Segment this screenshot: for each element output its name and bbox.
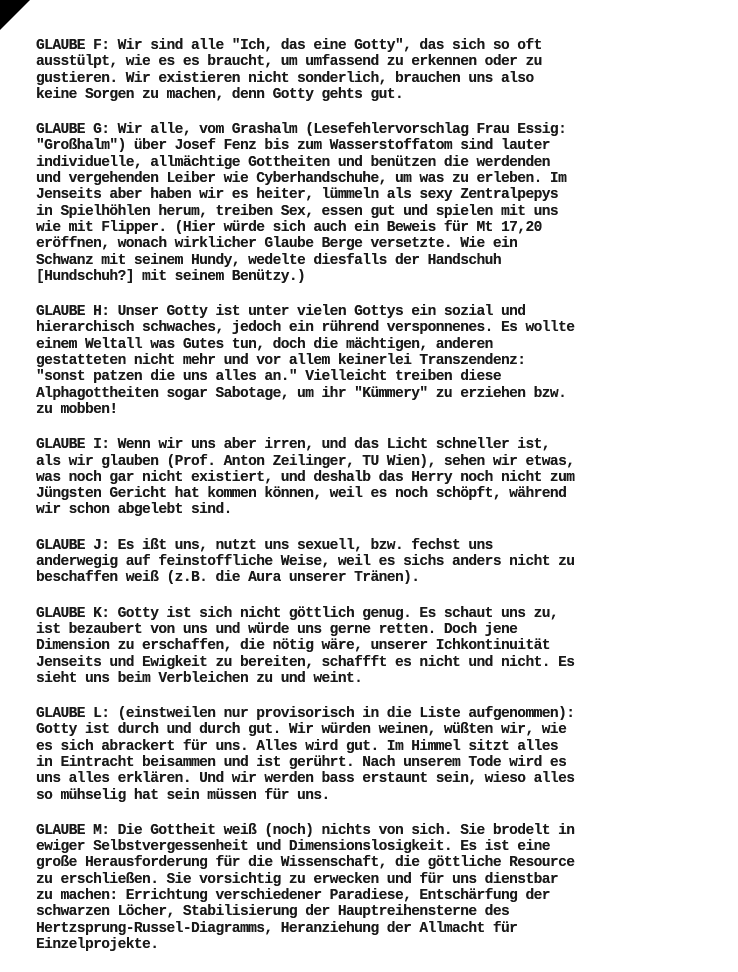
text-line: wir schon abgelebt sind.	[36, 502, 232, 519]
paragraph-glaube-f	[36, 38, 726, 103]
text-line: wie mit Flipper. (Hier würde sich auch ein Beweis für Mt 17,20	[36, 219, 542, 236]
text-line: große Herausforderung für die Wissenschaft, die göttliche Resource	[36, 855, 575, 872]
text-line: GLAUBE F: Wir sind alle "Ich, das eine Gotty", das sich so oft	[36, 38, 542, 54]
scan-corner-mark	[0, 0, 30, 30]
text-line: GLAUBE I: Wenn wir uns aber irren, und das Licht schneller ist,	[36, 437, 550, 454]
paragraph-glaube-j	[36, 538, 726, 587]
text-line: gestatteten nicht mehr und vor allem keinerlei Transzendenz:	[36, 353, 526, 370]
text-line: GLAUBE H: Unser Gotty ist unter vielen Gottys ein sozial und	[36, 304, 526, 321]
text-line: "Großhalm") über Josef Fenz bis zum Wasserstoffatom sind lauter	[36, 138, 550, 155]
text-line: GLAUBE G: Wir alle, vom Grashalm (Lesefehlervorschlag Frau Essig:	[36, 122, 567, 139]
text-line: es sich abrackert für uns. Alles wird gut. Im Himmel sitzt alles	[36, 738, 559, 755]
text-line: Hertzsprung-Russel-Diagramms, Heranziehung der Allmacht für	[36, 920, 518, 937]
text-line: so mühselig hat sein müssen für uns.	[36, 787, 330, 804]
text-line: GLAUBE M: Die Gottheit weiß (noch) nichts von sich. Sie brodelt in	[36, 822, 575, 839]
text-line: beschaffen weiß (z.B. die Aura unserer Tränen).	[36, 570, 420, 587]
typewritten-page	[36, 38, 726, 972]
text-line: Gotty ist durch und durch gut. Wir würden weinen, wüßten wir, wie	[36, 722, 567, 739]
text-line: schwarzen Löcher, Stabilisierung der Hauptreihensterne des	[36, 904, 510, 921]
text-line: keine Sorgen zu machen, denn Gotty gehts gut.	[36, 86, 404, 103]
text-line: als wir glauben (Prof. Anton Zeilinger, TU Wien), sehen wir etwas,	[36, 453, 575, 470]
text-line: anderwegig auf feinstoffliche Weise, weil es sichs anders nicht zu	[36, 554, 575, 571]
text-line: uns alles erklären. Und wir werden bass erstaunt sein, wieso alles	[36, 771, 575, 788]
text-line: Alphagottheiten sogar Sabotage, um ihr "Kümmery" zu erziehen bzw.	[36, 385, 567, 402]
text-line: Einzelprojekte.	[36, 936, 159, 953]
text-line: in Spielhöhlen herum, treiben Sex, essen gut und spielen mit uns	[36, 203, 559, 220]
paragraph-glaube-h	[36, 304, 726, 418]
text-line: Jenseits aber haben wir es heiter, lümmeln als sexy Zentralpepys	[36, 187, 559, 204]
text-line: "sonst patzen die uns alles an." Vielleicht treiben diese	[36, 369, 501, 386]
paragraph-glaube-k	[36, 606, 726, 687]
paragraph-glaube-m	[36, 823, 726, 953]
text-line: Jenseits und Ewigkeit zu bereiten, schaffft es nicht und nicht. Es	[36, 654, 575, 671]
text-line: GLAUBE J: Es ißt uns, nutzt uns sexuell, bzw. fechst uns	[36, 537, 493, 554]
text-line: ist bezaubert von uns und würde uns gerne retten. Doch jene	[36, 621, 518, 638]
text-line: zu erschließen. Sie vorsichtig zu erwecken und für uns dienstbar	[36, 871, 559, 888]
text-line: GLAUBE K: Gotty ist sich nicht göttlich genug. Es schaut uns zu,	[36, 605, 559, 622]
text-line: in Eintracht beisammen und ist gerührt. Nach unserem Tode wird es	[36, 754, 567, 771]
text-line: sieht uns beim Verbleichen zu und weint.	[36, 670, 363, 687]
text-line: hierarchisch schwaches, jedoch ein rührend versponnenes. Es wollte	[36, 320, 575, 337]
text-line: zu mobben!	[36, 401, 118, 418]
text-line: eröffnen, wonach wirklicher Glaube Berge versetzte. Wie ein	[36, 236, 518, 253]
text-line: was noch gar nicht existiert, und deshalb das Herry noch nicht zum	[36, 469, 575, 486]
text-line: Dimension zu erschaffen, die nötig wäre, unserer Ichkontinuität	[36, 638, 550, 655]
text-line: einem Weltall was Gutes tun, doch die mächtigen, anderen	[36, 336, 493, 353]
text-line: [Hundschuh?] mit seinem Benützy.)	[36, 268, 306, 285]
paragraph-glaube-g	[36, 122, 726, 285]
text-line: GLAUBE L: (einstweilen nur provisorisch in die Liste aufgenommen):	[36, 706, 575, 723]
text-line: ewiger Selbstvergessenheit und Dimensionslosigkeit. Es ist eine	[36, 839, 550, 856]
paragraph-glaube-l	[36, 706, 726, 804]
text-line: gustieren. Wir existieren nicht sonderlich, brauchen uns also	[36, 70, 534, 87]
text-line: zu machen: Errichtung verschiedener Paradiese, Entschärfung der	[36, 888, 550, 905]
text-line: ausstülpt, wie es es braucht, um umfassend zu erkennen oder zu	[36, 54, 542, 71]
text-line: Schwanz mit seinem Hundy, wedelte diesfalls der Handschuh	[36, 252, 501, 269]
text-line: und vergehenden Leiber wie Cyberhandschuhe, um was zu erleben. Im	[36, 171, 567, 188]
paragraph-glaube-i	[36, 437, 726, 518]
text-line: Jüngsten Gericht hat kommen können, weil es noch schöpft, während	[36, 486, 567, 503]
text-line: individuelle, allmächtige Gottheiten und benützen die werdenden	[36, 154, 550, 171]
